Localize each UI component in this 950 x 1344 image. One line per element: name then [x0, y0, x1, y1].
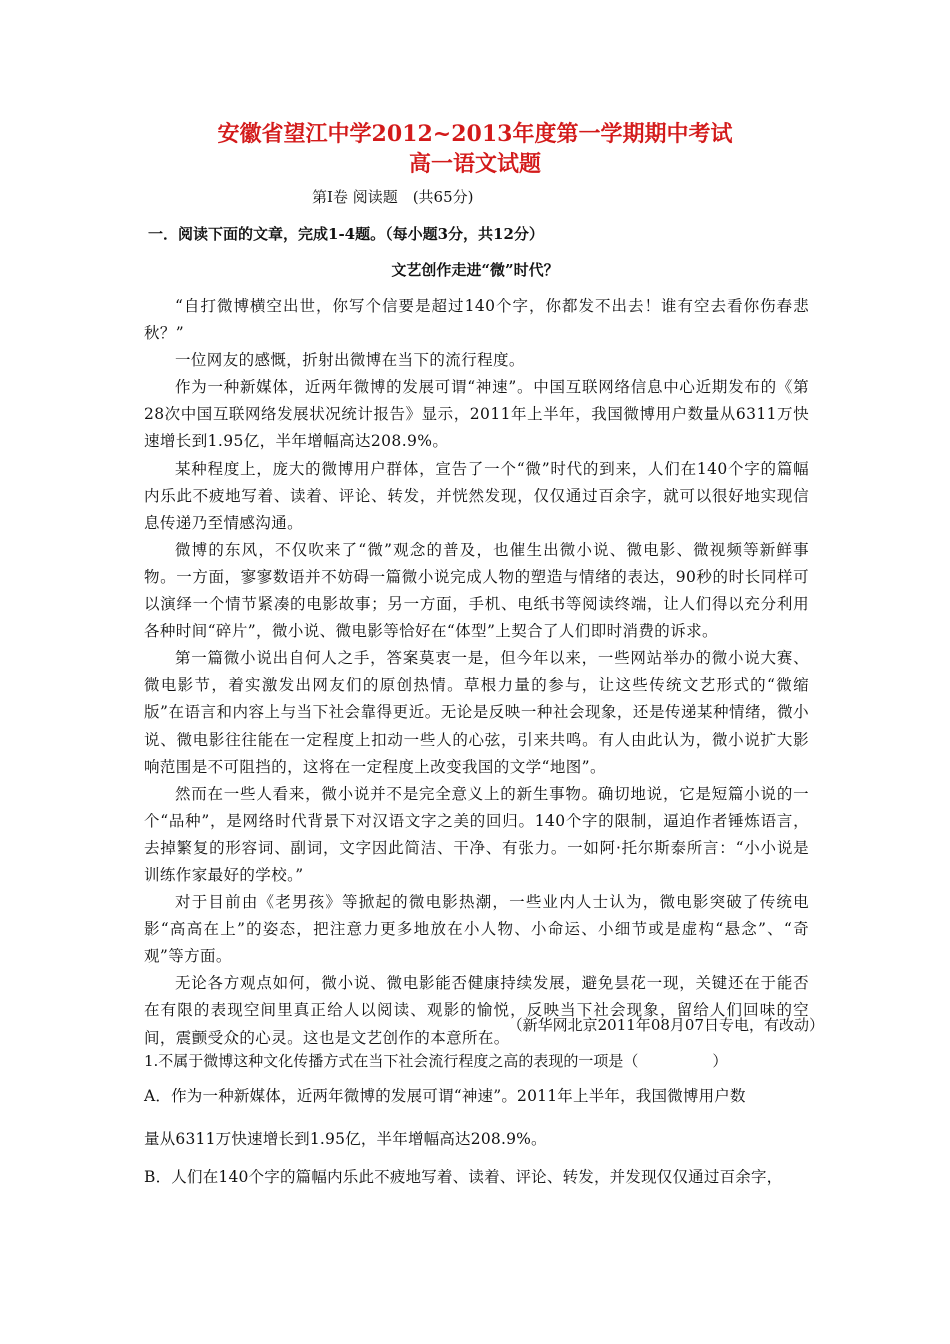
- article-paragraph: 无论各方观点如何，微小说、微电影能否健康持续发展，避免昙花一现，关键还在于能否在有限的表现空间里真正给人以阅读、观影的愉悦，反映当下社会现象，留给人们回味的空间，震颤受众的心灵。这也是文艺创作的本意所在。: [144, 974, 809, 1047]
- section-instruction: 一．阅读下面的文章，完成1-4题。（每小题3分，共12分）: [148, 225, 544, 243]
- article-paragraph: 某种程度上，庞大的微博用户群体，宣告了一个“微”时代的到来，人们在140个字的篇幅内乐此不疲地写着、读着、评论、转发，并恍然发现，仅仅通过百余字，就可以很好地实现信息传递乃至情感沟通。: [144, 459, 809, 532]
- article-title: 文艺创作走进“微”时代？: [391, 261, 559, 279]
- article-source: （新华网北京2011年08月07日专电，有改动）: [507, 1016, 824, 1034]
- exam-title-line1: 安徽省望江中学2012~2013年度第一学期期中考试: [217, 121, 733, 147]
- article-paragraph: 微博的东风，不仅吹来了“微”观念的普及，也催生出微小说、微电影、微视频等新鲜事物。一方面，寥寥数语并不妨碍一篇微小说完成人物的塑造与情绪的表达，90秒的时长同样可以演绎一个情节紧凑的电影故事；另一方面，手机、电纸书等阅读终端，让人们得以充分利用各种时间“碎片”，微小说、微电影等恰好在“体型”上契合了人们即时消费的诉求。: [144, 540, 809, 641]
- article-paragraph: 第一篇微小说出自何人之手，答案莫衷一是，但今年以来，一些网站举办的微小说大赛、微电影节，着实激发出网友们的原创热情。草根力量的参与，让这些传统文艺形式的“微缩版”在语言和内容上与当下社会靠得更近。无论是反映一种社会现象，还是传递某种情绪，微小说、微电影往往能在一定程度上扣动一些人的心弦，引来共鸣。有人由此认为，微小说扩大影响范围是不可阻挡的，这将在一定程度上改变我国的文学“地图”。: [144, 649, 809, 776]
- question-1-close-paren: ）: [712, 1052, 728, 1070]
- option-b-line1: B．人们在140个字的篇幅内乐此不疲地写着、读着、评论、转发，并发现仅仅通过百余字，: [144, 1168, 783, 1186]
- article-paragraph: 对于目前由《老男孩》等掀起的微电影热潮，一些业内人士认为，微电影突破了传统电影“高高在上”的姿态，把注意力更多地放在小人物、小命运、小细节或是虚构“悬念”、“奇观”等方面。: [144, 893, 809, 966]
- article-paragraph: 一位网友的感慨，折射出微博在当下的流行程度。: [175, 351, 525, 370]
- article-body: [144, 293, 809, 1052]
- article-paragraph: “自打微博横空出世，你写个信要是超过140个字，你都发不出去！谁有空去看你伤春悲秋？”: [144, 297, 809, 343]
- volume-heading: 第Ⅰ卷 阅读题 (共65分): [312, 188, 474, 206]
- exam-title-line2: 高一语文试题: [408, 151, 541, 177]
- option-a-line1: A．作为一种新媒体，近两年微博的发展可谓“神速”。2011年上半年，我国微博用户数: [144, 1087, 746, 1105]
- article-paragraph: 然而在一些人看来，微小说并不是完全意义上的新生事物。确切地说，它是短篇小说的一个“品种”，是网络时代背景下对汉语文字之美的回归。140个字的限制，逼迫作者锤炼语言，去掉繁复的形容词、副词，文字因此简洁、干净、有张力。一如阿·托尔斯泰所言：“小小说是训练作家最好的学校。”: [144, 784, 809, 884]
- question-1-stem: [144, 1049, 824, 1073]
- option-a-line2: 量从6311万快速增长到1.95亿，半年增幅高达208.9%。: [144, 1130, 547, 1148]
- question-1-text: 1.不属于微博这种文化传播方式在当下社会流行程度之高的表现的一项是（: [144, 1052, 639, 1070]
- article-paragraph: 作为一种新媒体，近两年微博的发展可谓“神速”。中国互联网络信息中心近期发布的《第28次中国互联网络发展状况统计报告》显示，2011年上半年，我国微博用户数量从6311万快速增长到1.95亿，半年增幅高达208.9%。: [144, 378, 809, 451]
